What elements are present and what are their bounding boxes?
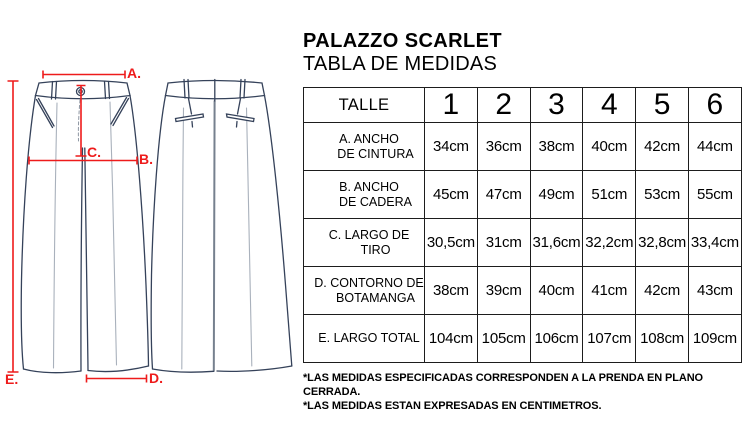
measure-label-d: D. (149, 370, 163, 386)
measure-value: 33,4cm (688, 219, 741, 267)
measure-value: 42cm (636, 267, 689, 315)
row-label (304, 315, 425, 363)
measure-value: 36cm (477, 123, 530, 171)
row-label-line2: DE CINTURA (337, 146, 414, 161)
row-label-line1: B. ANCHO (339, 179, 399, 194)
measure-value: 40cm (583, 123, 636, 171)
measure-value: 42cm (636, 123, 689, 171)
header-talle: TALLE (304, 88, 425, 123)
measure-value: 32,8cm (636, 219, 689, 267)
measure-value: 43cm (688, 267, 741, 315)
measurements-table (303, 87, 742, 363)
measure-value: 41cm (583, 267, 636, 315)
table-row-total-length (304, 315, 742, 363)
measure-value: 49cm (530, 171, 583, 219)
table-row-waist-width (304, 123, 742, 171)
table-row-hem-circumference (304, 267, 742, 315)
row-label (304, 171, 425, 219)
header-size-6: 6 (688, 88, 741, 123)
measure-value: 55cm (688, 171, 741, 219)
row-label (304, 219, 425, 267)
measure-value: 109cm (688, 315, 741, 363)
measure-value: 34cm (425, 123, 478, 171)
header-size-1: 1 (425, 88, 478, 123)
measure-value: 30,5cm (425, 219, 478, 267)
measure-value: 31cm (477, 219, 530, 267)
row-label-line2: DE CADERA (339, 194, 412, 209)
size-chart-panel (303, 30, 745, 413)
row-label-line1: D. CONTORNO DE (314, 275, 424, 290)
pants-drawing-svg (0, 0, 300, 432)
row-label-line1: A. ANCHO (339, 131, 399, 146)
measure-label-b: B. (139, 151, 153, 167)
measure-value: 38cm (425, 267, 478, 315)
table-subtitle: TABLA DE MEDIDAS (303, 53, 497, 75)
measurement-annotation-lines (8, 71, 147, 383)
header-size-3: 3 (530, 88, 583, 123)
measure-label-a: A. (127, 65, 141, 81)
measure-value: 108cm (636, 315, 689, 363)
measure-value: 47cm (477, 171, 530, 219)
header-size-2: 2 (477, 88, 530, 123)
measure-value: 44cm (688, 123, 741, 171)
measure-label-c: C. (87, 144, 101, 160)
measure-label-e: E. (5, 371, 19, 387)
pants-front-view (21, 81, 148, 373)
measure-value: 106cm (530, 315, 583, 363)
table-row-hip-width (304, 171, 742, 219)
table-header-row (304, 88, 742, 123)
footnote-line-1: *LAS MEDIDAS ESPECIFICADAS CORRESPONDEN A LA PRENDA EN PLANO CERRADA. (303, 372, 704, 398)
row-label (304, 267, 425, 315)
row-label-line2: BOTAMANGA (336, 290, 415, 305)
measure-value: 105cm (477, 315, 530, 363)
measure-value: 45cm (425, 171, 478, 219)
row-label-line2: TIRO (360, 242, 391, 257)
row-label (304, 123, 425, 171)
product-title: PALAZZO SCARLET (303, 30, 502, 52)
measure-value: 31,6cm (530, 219, 583, 267)
footnotes (303, 371, 745, 413)
measure-value: 32,2cm (583, 219, 636, 267)
measure-value: 39cm (477, 267, 530, 315)
pants-technical-drawing (0, 0, 300, 432)
row-label-line1: E. LARGO TOTAL (318, 331, 420, 345)
pants-back-view (151, 80, 292, 373)
measure-value: 107cm (583, 315, 636, 363)
measure-value: 104cm (425, 315, 478, 363)
measure-value: 53cm (636, 171, 689, 219)
measure-value: 38cm (530, 123, 583, 171)
header-size-5: 5 (636, 88, 689, 123)
table-row-rise-length (304, 219, 742, 267)
measure-value: 40cm (530, 267, 583, 315)
header-size-4: 4 (583, 88, 636, 123)
measure-value: 51cm (583, 171, 636, 219)
footnote-line-2: *LAS MEDIDAS ESTAN EXPRESADAS EN CENTIMETROS. (303, 400, 602, 412)
row-label-line1: C. LARGO DE (328, 227, 410, 242)
